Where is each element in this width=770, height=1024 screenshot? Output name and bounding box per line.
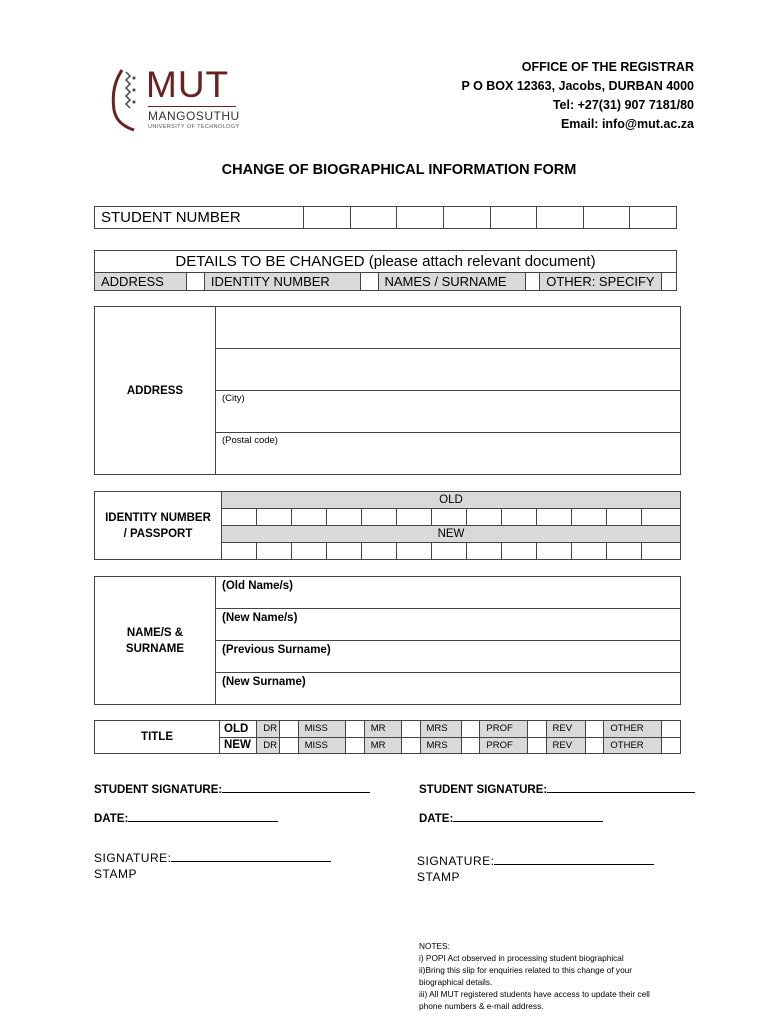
id-old-digit[interactable] xyxy=(257,509,292,526)
identity-number-table xyxy=(94,491,681,560)
title-option: MR xyxy=(364,737,401,754)
id-old-digit[interactable] xyxy=(607,509,642,526)
option-identity-checkbox[interactable] xyxy=(360,273,378,291)
notes-heading: NOTES: xyxy=(419,941,450,951)
student-number-digit[interactable] xyxy=(630,207,677,229)
student-number-digit[interactable] xyxy=(537,207,584,229)
option-names-checkbox[interactable] xyxy=(526,273,540,291)
id-new-digit[interactable] xyxy=(257,543,292,560)
student-number-digit[interactable] xyxy=(350,207,397,229)
new-surname-field[interactable]: (New Surname) xyxy=(216,673,681,705)
title-new-checkbox[interactable] xyxy=(461,737,480,754)
id-old-digit[interactable] xyxy=(292,509,327,526)
student-number-digit[interactable] xyxy=(490,207,537,229)
date-label: DATE: xyxy=(94,813,129,825)
title-option: MISS xyxy=(298,721,346,738)
student-signature-label: STUDENT SIGNATURE: xyxy=(419,784,548,796)
details-to-change-table xyxy=(94,250,677,291)
title-option: DR xyxy=(257,721,280,738)
id-new-digit[interactable] xyxy=(502,543,537,560)
student-signature-line[interactable] xyxy=(547,783,695,793)
names-label-line: NAME/S & xyxy=(126,626,184,639)
student-number-digit[interactable] xyxy=(397,207,444,229)
title-old-checkbox[interactable] xyxy=(346,721,365,738)
note-line: iii) All MUT registered students have access to update their cell xyxy=(419,989,650,999)
date-left xyxy=(94,812,278,825)
id-old-digit[interactable] xyxy=(467,509,502,526)
address-line-1[interactable] xyxy=(216,307,681,349)
id-new-digit[interactable] xyxy=(572,543,607,560)
address-line-2[interactable] xyxy=(216,349,681,391)
logo-mark-icon xyxy=(108,66,142,132)
student-signature-left xyxy=(94,783,370,796)
notes xyxy=(419,940,709,1012)
office-line: OFFICE OF THE REGISTRAR xyxy=(521,60,694,74)
title-option: MR xyxy=(364,721,401,738)
note-line: ii)Bring this slip for enquiries related to this change of your xyxy=(419,965,633,975)
title-old-checkbox[interactable] xyxy=(662,721,681,738)
identity-label xyxy=(95,492,222,560)
new-names-field[interactable]: (New Name/s) xyxy=(216,609,681,641)
stamp-label: STAMP xyxy=(94,867,137,881)
identity-label-line: IDENTITY NUMBER xyxy=(105,511,211,524)
note-line: i) POPI Act observed in processing student biographical xyxy=(419,953,624,963)
logo-name: MANGOSUTHU xyxy=(148,109,240,123)
note-line: biographical details. xyxy=(419,977,493,987)
old-names-field[interactable]: (Old Name/s) xyxy=(216,577,681,609)
logo-tagline: UNIVERSITY OF TECHNOLOGY xyxy=(148,124,240,130)
date-right xyxy=(419,812,603,825)
title-new-checkbox[interactable] xyxy=(401,737,420,754)
id-old-digit[interactable] xyxy=(327,509,362,526)
title-option: PROF xyxy=(480,737,528,754)
title-option: MRS xyxy=(420,721,461,738)
title-new-checkbox[interactable] xyxy=(527,737,546,754)
names-label xyxy=(95,577,216,705)
id-new-digit[interactable] xyxy=(432,543,467,560)
names-table xyxy=(94,576,681,705)
address-city-field[interactable] xyxy=(216,391,681,433)
logo-divider xyxy=(148,106,236,107)
student-number-digit[interactable] xyxy=(304,207,351,229)
student-number-digit[interactable] xyxy=(583,207,630,229)
form-title: CHANGE OF BIOGRAPHICAL INFORMATION FORM xyxy=(221,162,577,178)
title-option: OTHER xyxy=(604,737,662,754)
logo-wordmark: MUT xyxy=(146,64,230,105)
student-number-digit[interactable] xyxy=(443,207,490,229)
title-option: PROF xyxy=(480,721,528,738)
city-label: (City) xyxy=(222,393,245,404)
student-number-table xyxy=(94,206,677,229)
signature-stamp-left xyxy=(94,850,331,882)
mut-logo xyxy=(108,64,248,136)
option-other-checkbox[interactable] xyxy=(662,273,677,291)
id-new-digit[interactable] xyxy=(327,543,362,560)
title-option: OTHER xyxy=(604,721,662,738)
identity-old-header: OLD xyxy=(222,492,681,509)
title-old-checkbox[interactable] xyxy=(401,721,420,738)
id-old-digit[interactable] xyxy=(222,509,257,526)
option-address-label: ADDRESS xyxy=(95,273,187,291)
id-new-digit[interactable] xyxy=(397,543,432,560)
title-option: REV xyxy=(546,721,585,738)
id-new-digit[interactable] xyxy=(607,543,642,560)
signature-line[interactable] xyxy=(494,855,654,865)
title-new-checkbox[interactable] xyxy=(279,737,298,754)
date-line[interactable] xyxy=(128,812,278,822)
id-new-digit[interactable] xyxy=(642,543,681,560)
option-address-checkbox[interactable] xyxy=(186,273,204,291)
title-new-label: NEW xyxy=(220,737,257,754)
id-new-digit[interactable] xyxy=(537,543,572,560)
title-new-checkbox[interactable] xyxy=(662,737,681,754)
title-table xyxy=(94,720,681,754)
student-signature-line[interactable] xyxy=(222,783,370,793)
previous-surname-field[interactable]: (Previous Surname) xyxy=(216,641,681,673)
title-old-checkbox[interactable] xyxy=(527,721,546,738)
office-line: Email: info@mut.ac.za xyxy=(560,117,694,131)
id-old-digit[interactable] xyxy=(642,509,681,526)
office-address xyxy=(461,58,694,134)
title-option: MISS xyxy=(298,737,346,754)
date-label: DATE: xyxy=(419,813,454,825)
office-line: P O BOX 12363, Jacobs, DURBAN 4000 xyxy=(461,79,694,93)
id-old-digit[interactable] xyxy=(432,509,467,526)
id-new-digit[interactable] xyxy=(222,543,257,560)
id-old-digit[interactable] xyxy=(537,509,572,526)
option-identity-label: IDENTITY NUMBER xyxy=(204,273,360,291)
title-option: MRS xyxy=(420,737,461,754)
id-new-digit[interactable] xyxy=(362,543,397,560)
signature-stamp-right xyxy=(417,853,654,885)
student-signature-right xyxy=(419,783,695,796)
option-other-label: OTHER: SPECIFY xyxy=(540,273,662,291)
id-old-digit[interactable] xyxy=(502,509,537,526)
title-new-checkbox[interactable] xyxy=(585,737,604,754)
names-label-line: SURNAME xyxy=(125,642,185,655)
signature-label: SIGNATURE: xyxy=(94,851,172,865)
address-table xyxy=(94,306,681,475)
title-old-checkbox[interactable] xyxy=(461,721,480,738)
title-label: TITLE xyxy=(95,721,220,754)
postal-code-label: (Postal code) xyxy=(222,435,278,446)
identity-label-line: / PASSPORT xyxy=(123,527,193,540)
student-number-label: STUDENT NUMBER xyxy=(95,207,304,229)
title-option: DR xyxy=(257,737,280,754)
signature-label: SIGNATURE: xyxy=(417,854,495,868)
identity-new-header: NEW xyxy=(222,526,681,543)
title-old-label: OLD xyxy=(220,721,257,738)
title-old-checkbox[interactable] xyxy=(585,721,604,738)
note-line: phone numbers & e-mail address. xyxy=(419,1001,544,1011)
address-label: ADDRESS xyxy=(95,307,216,475)
student-signature-label: STUDENT SIGNATURE: xyxy=(94,784,223,796)
signature-line[interactable] xyxy=(171,852,331,862)
id-old-digit[interactable] xyxy=(572,509,607,526)
title-new-checkbox[interactable] xyxy=(346,737,365,754)
title-old-checkbox[interactable] xyxy=(279,721,298,738)
stamp-label: STAMP xyxy=(417,870,460,884)
date-line[interactable] xyxy=(453,812,603,822)
title-option: REV xyxy=(546,737,585,754)
details-heading: DETAILS TO BE CHANGED (please attach relevant document) xyxy=(95,251,677,273)
option-names-label: NAMES / SURNAME xyxy=(378,273,526,291)
id-old-digit[interactable] xyxy=(397,509,432,526)
id-old-digit[interactable] xyxy=(362,509,397,526)
id-new-digit[interactable] xyxy=(292,543,327,560)
office-line: Tel: +27(31) 907 7181/80 xyxy=(552,98,694,112)
address-postal-field[interactable] xyxy=(216,433,681,475)
id-new-digit[interactable] xyxy=(467,543,502,560)
